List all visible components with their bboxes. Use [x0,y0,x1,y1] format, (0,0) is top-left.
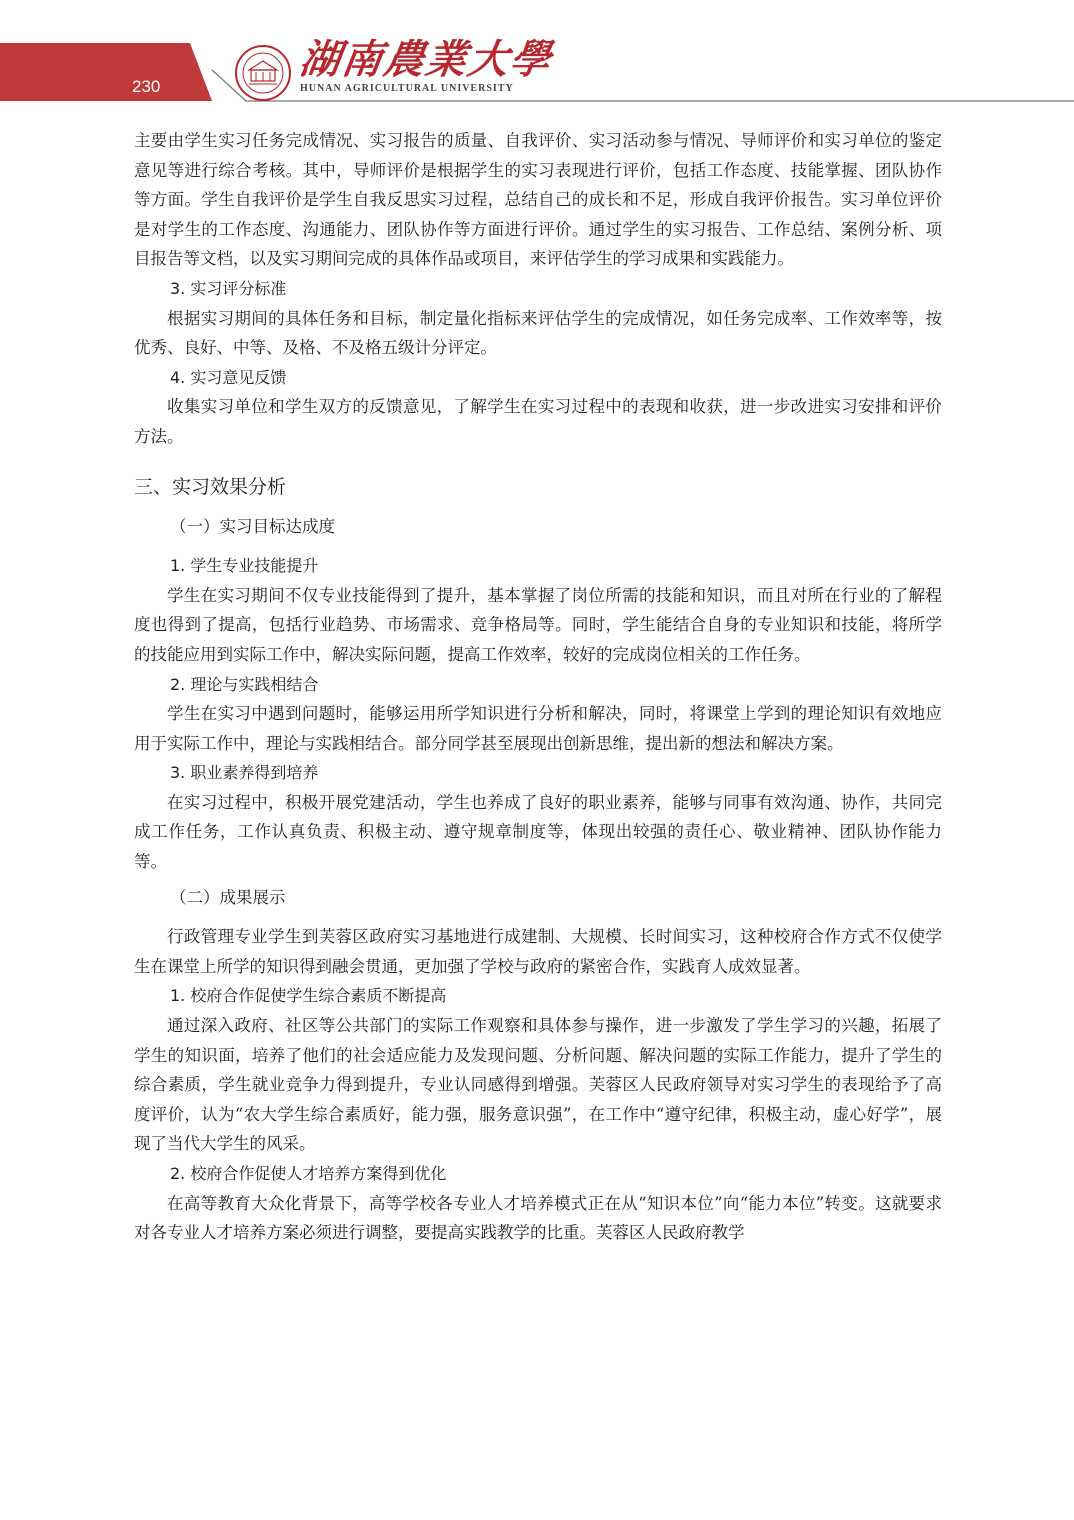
heading-theory-practice: 2. 理论与实践相结合 [170,674,319,694]
paragraph-evaluation: 主要由学生实习任务完成情况、实习报告的质量、自我评价、实习活动参与情况、导师评价和实习单位的鉴定意见等进行综合考核。其中，导师评价是根据学生的实习表现进行评价，包括工作态度、技能掌握、团队协作等方面。学生自我评价是学生自我反思实习过程，总结自己的成长和不足，形成自我评价报告。实习单位评价是对学生的工作态度、沟通能力、团队协作等方面进行评价。通过学生的实习报告、工作总结、案例分析、项目报告等文档，以及实习期间完成的具体作品或项目，来评估学生的学习成果和实践能力。 [134,131,942,269]
subsection-heading-goals: （一）实习目标达成度 [170,516,335,536]
page-number-tab [0,43,212,101]
page-number: 230 [132,77,161,96]
university-name-en: HUNAN AGRICULTURAL UNIVERSITY [300,83,514,94]
page-header [0,0,1074,110]
page-content [134,126,942,1248]
subsection-heading-results: （二）成果展示 [170,887,286,907]
heading-cooperation-curriculum: 2. 校府合作促使人才培养方案得到优化 [170,1164,447,1183]
heading-cooperation-quality: 1. 校府合作促使学生综合素质不断提高 [170,986,447,1006]
heading-scoring-standard: 3. 实习评分标准 [170,278,287,298]
paragraph-professional-quality: 在实习过程中，积极开展党建活动，学生也养成了良好的职业素养，能够与同事有效沟通、协作，共同完成工作任务，工作认真负责、积极主动、遵守规章制度等，体现出较强的责任心、敬业精神、团队协作能力等。 [134,792,942,872]
paragraph-feedback: 收集实习单位和学生双方的反馈意见，了解学生在实习过程中的表现和收获，进一步改进实习安排和评价方法。 [134,397,942,446]
paragraph-scoring-standard: 根据实习期间的具体任务和目标，制定量化指标来评估学生的完成情况，如任务完成率、工作效率等，按优秀、良好、中等、及格、不及格五级计分评定。 [134,308,942,358]
heading-feedback: 4. 实习意见反馈 [170,367,287,387]
paragraph-results: 行政管理专业学生到芙蓉区政府实习基地进行成建制、大规模、长时间实习，这种校府合作方式不仅使学生在课堂上所学的知识得到融会贯通，更加强了学校与政府的紧密合作，实践育人成效显著。 [134,927,942,976]
paragraph-theory-practice: 学生在实习中遇到问题时，能够运用所学知识进行分析和解决，同时，将课堂上学到的理论知识有效地应用于实际工作中，理论与实践相结合。部分同学甚至展现出创新思维，提出新的想法和解决方案。 [134,704,942,753]
paragraph-cooperation-quality: 通过深入政府、社区等公共部门的实际工作观察和具体参与操作，进一步激发了学生学习的兴趣，拓展了学生的知识面，培养了他们的社会适应能力及发现问题、分析问题、解决问题的实际工作能力，提升了学生的综合素质，学生就业竞争力得到提升，专业认同感得到增强。芙蓉区人民政府领导对实习学生的表现给予了高度评价，认为“农大学生综合素质好，能力强，服务意识强”，在工作中“遵守纪律，积极主动，虚心好学”，展现了当代大学生的风采。 [134,1016,942,1154]
university-name-cn: 湖南農業大學 [296,36,556,83]
heading-skills: 1. 学生专业技能提升 [170,556,319,576]
university-seal-icon [236,46,290,100]
paragraph-skills: 学生在实习期间不仅专业技能得到了提升，基本掌握了岗位所需的技能和知识，而且对所在行业的了解程度也得到了提高，包括行业趋势、市场需求、竞争格局等。同时，学生能结合自身的专业知识和技能，将所学的技能应用到实际工作中，解决实际问题，提高工作效率，较好的完成岗位相关的工作任务。 [134,585,942,664]
paragraph-cooperation-curriculum: 在高等教育大众化背景下，高等学校各专业人才培养模式正在从“知识本位”向“能力本位”转变。这就要求对各专业人才培养方案必须进行调整，要提高实践教学的比重。芙蓉区人民政府教学 [134,1193,942,1243]
section-heading-analysis: 三、实习效果分析 [134,475,287,498]
heading-professional-quality: 3. 职业素养得到培养 [170,763,319,783]
